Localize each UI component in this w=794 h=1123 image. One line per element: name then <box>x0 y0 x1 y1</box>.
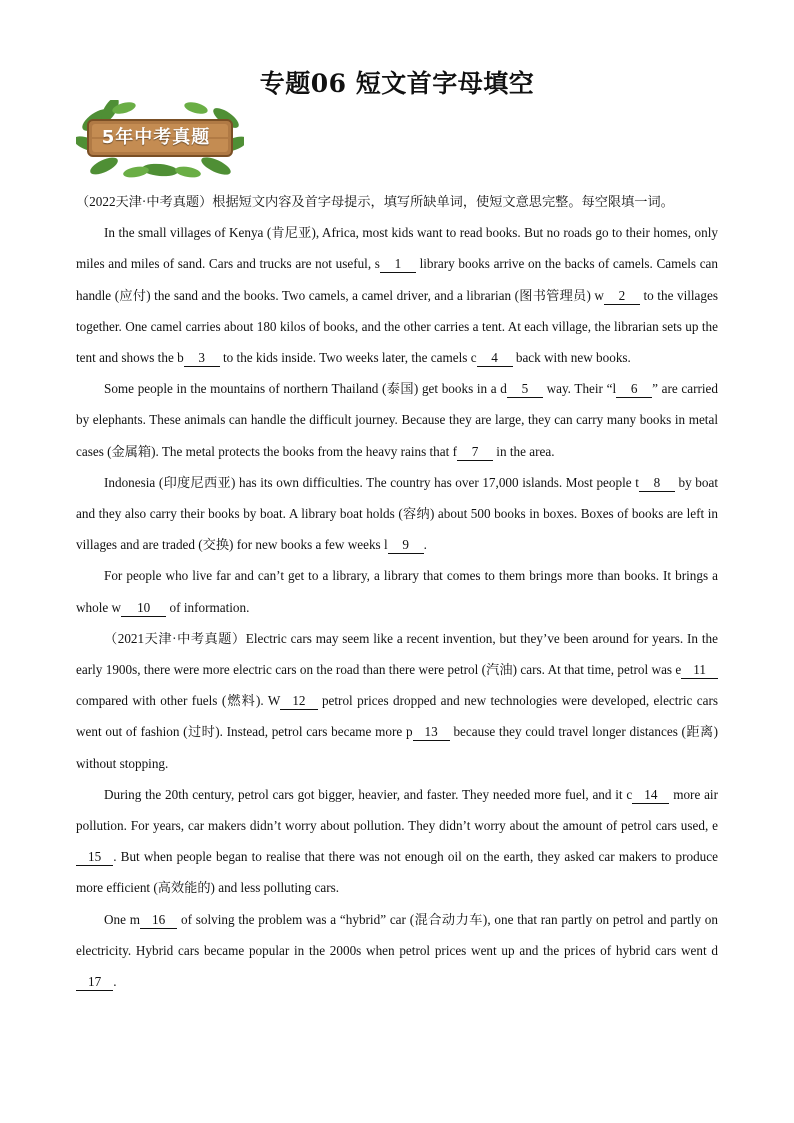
blank-5[interactable]: 5 <box>507 381 543 398</box>
text-segment: way. Their “l <box>542 381 617 397</box>
text-segment: of solving the problem was a “hybrid” car (混合动力车), one that ran partly on petrol and partly on electricity. Hybrid cars became popular in the 2000s when petrol prices went up and the prices of hybrid cars went d <box>76 911 718 958</box>
text-segment: Electric cars may seem like a recent invention, but they’ve been around for years. In the early 1900s, there were more electric cars on the road than there were petrol (汽油) cars. At that time, petrol was e <box>76 630 718 678</box>
blank-3[interactable]: 3 <box>184 350 220 367</box>
blank-11[interactable]: 11 <box>681 662 718 679</box>
passage-1-paragraph-1 <box>76 217 718 373</box>
text-segment: Some people in the mountains of northern Thailand (泰国) get books in a d <box>104 381 507 397</box>
section-badge <box>76 100 244 180</box>
blank-6[interactable]: 6 <box>616 381 652 398</box>
text-segment: For people who live far and can’t get to a library, a library that comes to them brings more than books. It brings a whole w <box>76 568 718 615</box>
text-segment: petrol prices dropped and new technologies were developed, electric cars went out of fashion (过时). Instead, petrol cars became more p <box>76 693 718 740</box>
text-segment: . But when people began to realise that there was not enough oil on the earth, they asked car makers to produce more efficient (高效能的) and less polluting cars. <box>76 849 718 896</box>
blank-9[interactable]: 9 <box>388 537 424 554</box>
text-segment: . <box>423 537 427 553</box>
passage-2-source: （2021天津·中考真题） <box>104 630 246 646</box>
text-segment: ” are carried by elephants. These animals can handle the difficult journey. Because they are large, they can carry many books in metal cases (金属箱). The metal protects the books from the heavy rains that f <box>76 381 718 459</box>
passage-2-paragraph-2 <box>76 779 718 904</box>
passage-1-paragraph-3 <box>76 467 718 561</box>
blank-8[interactable]: 8 <box>639 475 675 492</box>
text-segment: library books arrive on the backs of camels. Camels can handle (应付) the sand and the books. Two camels, a camel driver, and a librarian (图书管理员) w <box>76 256 719 303</box>
text-segment: . <box>113 974 117 990</box>
passage-1-paragraph-2 <box>76 373 718 467</box>
text-segment: Indonesia (印度尼西亚) has its own difficulties. The country has over 17,000 islands. Most people t <box>104 474 639 490</box>
text-segment: One m <box>104 911 141 927</box>
blank-1[interactable]: 1 <box>380 256 416 273</box>
exercise-content <box>76 186 718 997</box>
blank-12[interactable]: 12 <box>280 693 317 710</box>
blank-13[interactable]: 13 <box>413 724 450 741</box>
text-segment: more air pollution. For years, car makers didn’t worry about pollution. They didn’t worry about the amount of petrol cars used, e <box>76 786 718 834</box>
blank-10[interactable]: 10 <box>121 600 166 617</box>
text-segment: to the kids inside. Two weeks later, the camels c <box>219 350 477 366</box>
blank-4[interactable]: 4 <box>477 350 513 367</box>
blank-17[interactable]: 17 <box>76 974 113 991</box>
page-title: 专题06 短文首字母填空 <box>259 69 535 98</box>
text-segment: by boat and they also carry their books by boat. A library boat holds (容纳) about 500 books in boxes. Boxes of books are left in villages and are traded (交换) for new books a few weeks l <box>76 474 718 553</box>
text-segment: of information. <box>166 599 250 615</box>
passage-2-paragraph-3 <box>76 904 718 998</box>
text-segment: compared with other fuels (燃料). W <box>76 693 281 709</box>
text-segment: back with new books. <box>512 350 631 366</box>
text-segment: During the 20th century, petrol cars got bigger, heavier, and faster. They needed more fuel, and it c <box>104 786 633 802</box>
blank-15[interactable]: 15 <box>76 849 113 866</box>
text-segment: to the villages together. One camel carries about 180 kilos of books, and the other carries a tent. At each village, the librarian sets up the tent and shows the b <box>76 287 718 366</box>
passage-1-source: （2022天津·中考真题）根据短文内容及首字母提示，填写所缺单词，使短文意思完整。每空限填一词。 <box>76 194 674 209</box>
passage-2-paragraph-1 <box>76 623 718 779</box>
blank-2[interactable]: 2 <box>604 288 640 305</box>
passage-1-paragraph-4 <box>76 560 718 622</box>
text-segment: in the area. <box>492 443 555 459</box>
blank-14[interactable]: 14 <box>632 787 669 804</box>
badge-label: 5年中考真题 <box>101 127 211 148</box>
blank-16[interactable]: 16 <box>140 912 177 929</box>
text-segment: In the small villages of Kenya (肯尼亚), Africa, most kids want to read books. But no roads go to their homes, only miles and miles of sand. Cars and trucks are not useful, s <box>76 225 718 272</box>
blank-7[interactable]: 7 <box>457 444 493 461</box>
text-segment: because they could travel longer distances (距离) without stopping. <box>76 724 718 771</box>
